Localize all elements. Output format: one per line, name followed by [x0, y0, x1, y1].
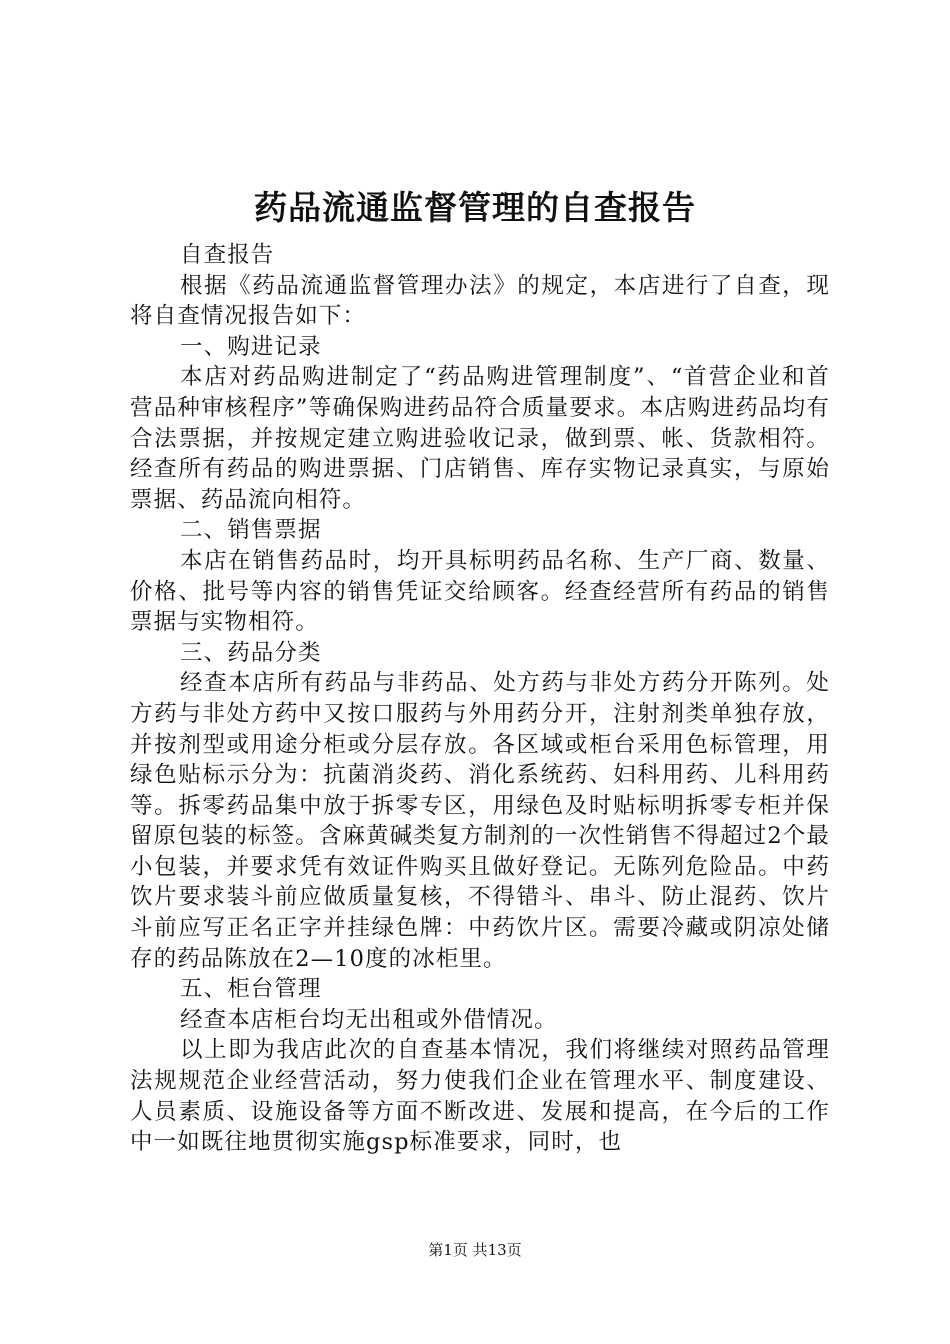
paragraph-heading-report: 自查报告: [180, 242, 275, 268]
document-title: 药品流通监督管理的自查报告: [254, 188, 696, 227]
paragraph-conclusion: 以上即为我店此次的自查基本情况，我们将继续对照药品管理法规规范企业经营活动，努力使我们企业在管理水平、制度建设、人员素质、设施设备等方面不断改进、发展和提高，在今后的工作中一如既往地贯彻实施gsp标准要求，同时，也: [130, 1037, 830, 1156]
document-body: [130, 240, 830, 1158]
page-number-footer: 第1页 共13页: [428, 1241, 522, 1259]
paragraph-drug-classification: 经查本店所有药品与非药品、处方药与非处方药分开陈列。处方药与非处方药中又按口服药与外用药分开，注射剂类单独存放，并按剂型或用途分柜或分层存放。各区域或柜台采用色标管理，用绿色贴标示分为：抗菌消炎药、消化系统药、妇科用药、儿科用药等。拆零药品集中放于拆零专区，用绿色及时贴标明拆零专柜并保留原包装的标签。含麻黄碱类复方制剂的一次性销售不得超过2个最小包装，并要求凭有效证件购买且做好登记。无陈列危险品。中药饮片要求装斗前应做质量复核，不得错斗、串斗、防止混药、饮片斗前应写正名正字并挂绿色牌：中药饮片区。需要冷藏或阴凉处储存的药品陈放在2—10度的冰柜里。: [130, 670, 830, 972]
paragraph-purchase-records: 本店对药品购进制定了“药品购进管理制度”、“首营企业和首营品种审核程序”等确保购进药品符合质量要求。本店购进药品均有合法票据，并按规定建立购进验收记录，做到票、帐、货款相符。经查所有药品的购进票据、门店销售、库存实物记录真实，与原始票据、药品流向相符。: [130, 364, 830, 513]
section-heading-counter-management: 五、柜台管理: [180, 976, 322, 1003]
section-heading-drug-classification: 三、药品分类: [180, 639, 322, 666]
paragraph-intro: 根据《药品流通监督管理办法》的规定，本店进行了自查，现将自查情况报告如下：: [130, 272, 830, 330]
paragraph-sales-receipts: 本店在销售药品时，均开具标明药品名称、生产厂商、数量、价格、批号等内容的销售凭证交给顾客。经查经营所有药品的销售票据与实物相符。: [130, 547, 830, 636]
paragraph-counter-management: 经查本店柜台均无出租或外借情况。: [180, 1006, 558, 1033]
section-heading-sales-receipts: 二、销售票据: [180, 517, 322, 544]
section-heading-purchase-records: 一、购进记录: [180, 333, 322, 360]
